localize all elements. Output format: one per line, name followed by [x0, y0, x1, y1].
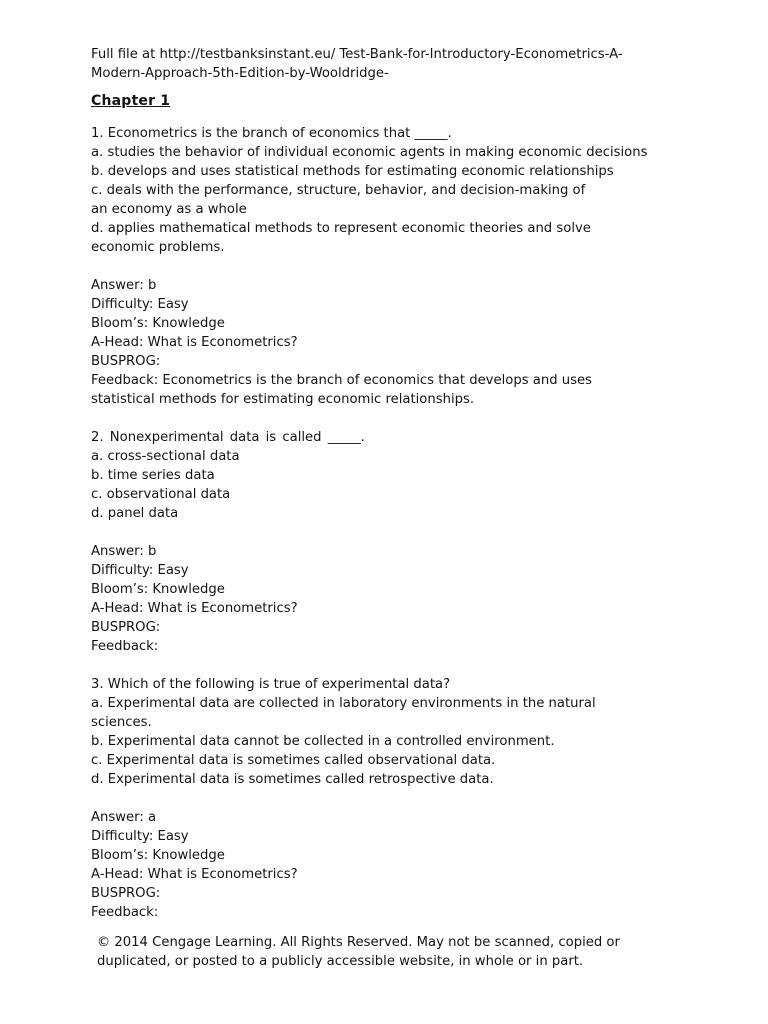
question-3	[91, 675, 751, 922]
answer-option: a. cross-sectional data	[91, 449, 240, 464]
a-head-label: A-Head: What is Econometrics?	[91, 335, 298, 350]
answer-key: Answer: b	[91, 278, 157, 293]
question-stem: 2. Nonexperimental data is called _____.	[91, 430, 365, 445]
feedback-text: Feedback:	[91, 905, 159, 920]
question-1	[91, 124, 751, 409]
blooms-label: Bloom’s: Knowledge	[91, 848, 225, 863]
copyright-line-2: duplicated, or posted to a publicly accessible website, in whole or in part.	[97, 954, 584, 969]
answer-option-continued: sciences.	[91, 715, 152, 730]
answer-option-continued: economic problems.	[91, 240, 225, 255]
difficulty-label: Difficulty: Easy	[91, 563, 189, 578]
question-list	[91, 124, 751, 922]
question-2	[91, 428, 751, 656]
busprog-label: BUSPROG:	[91, 886, 161, 901]
blooms-label: Bloom’s: Knowledge	[91, 582, 225, 597]
busprog-label: BUSPROG:	[91, 620, 161, 635]
answer-option: b. Experimental data cannot be collected in a controlled environment.	[91, 734, 555, 749]
answer-option: a. studies the behavior of individual economic agents in making economic decisions	[91, 145, 648, 160]
a-head-label: A-Head: What is Econometrics?	[91, 601, 298, 616]
busprog-label: BUSPROG:	[91, 354, 161, 369]
difficulty-label: Difficulty: Easy	[91, 829, 189, 844]
feedback-text-continued: statistical methods for estimating economic relationships.	[91, 392, 475, 407]
a-head-label: A-Head: What is Econometrics?	[91, 867, 298, 882]
answer-option: d. panel data	[91, 506, 179, 521]
answer-option: b. time series data	[91, 468, 215, 483]
copyright-line-1: © 2014 Cengage Learning. All Rights Reserved. May not be scanned, copied or	[97, 935, 620, 950]
feedback-text: Feedback:	[91, 639, 159, 654]
header-line-1: Full file at http://testbanksinstant.eu/ Test-Bank-for-Introductory-Econometrics-A-	[91, 47, 623, 62]
source-header	[91, 45, 731, 83]
answer-option: d. applies mathematical methods to represent economic theories and solve	[91, 221, 591, 236]
answer-option: c. observational data	[91, 487, 231, 502]
question-stem: 3. Which of the following is true of experimental data?	[91, 677, 451, 692]
answer-option: c. deals with the performance, structure, behavior, and decision-making of	[91, 183, 586, 198]
answer-option: d. Experimental data is sometimes called retrospective data.	[91, 772, 494, 787]
question-stem: 1. Econometrics is the branch of economics that _____.	[91, 126, 452, 141]
header-line-2: Modern-Approach-5th-Edition-by-Wooldridge-	[91, 66, 389, 81]
answer-option: b. develops and uses statistical methods for estimating economic relationships	[91, 164, 614, 179]
difficulty-label: Difficulty: Easy	[91, 297, 189, 312]
answer-key: Answer: a	[91, 810, 157, 825]
blooms-label: Bloom’s: Knowledge	[91, 316, 225, 331]
feedback-text: Feedback: Econometrics is the branch of economics that develops and uses	[91, 373, 592, 388]
answer-option: c. Experimental data is sometimes called observational data.	[91, 753, 496, 768]
copyright-footer	[97, 933, 657, 969]
answer-option-continued: an economy as a whole	[91, 202, 247, 217]
chapter-title: Chapter 1	[91, 93, 171, 109]
answer-key: Answer: b	[91, 544, 157, 559]
answer-option: a. Experimental data are collected in laboratory environments in the natural	[91, 696, 596, 711]
